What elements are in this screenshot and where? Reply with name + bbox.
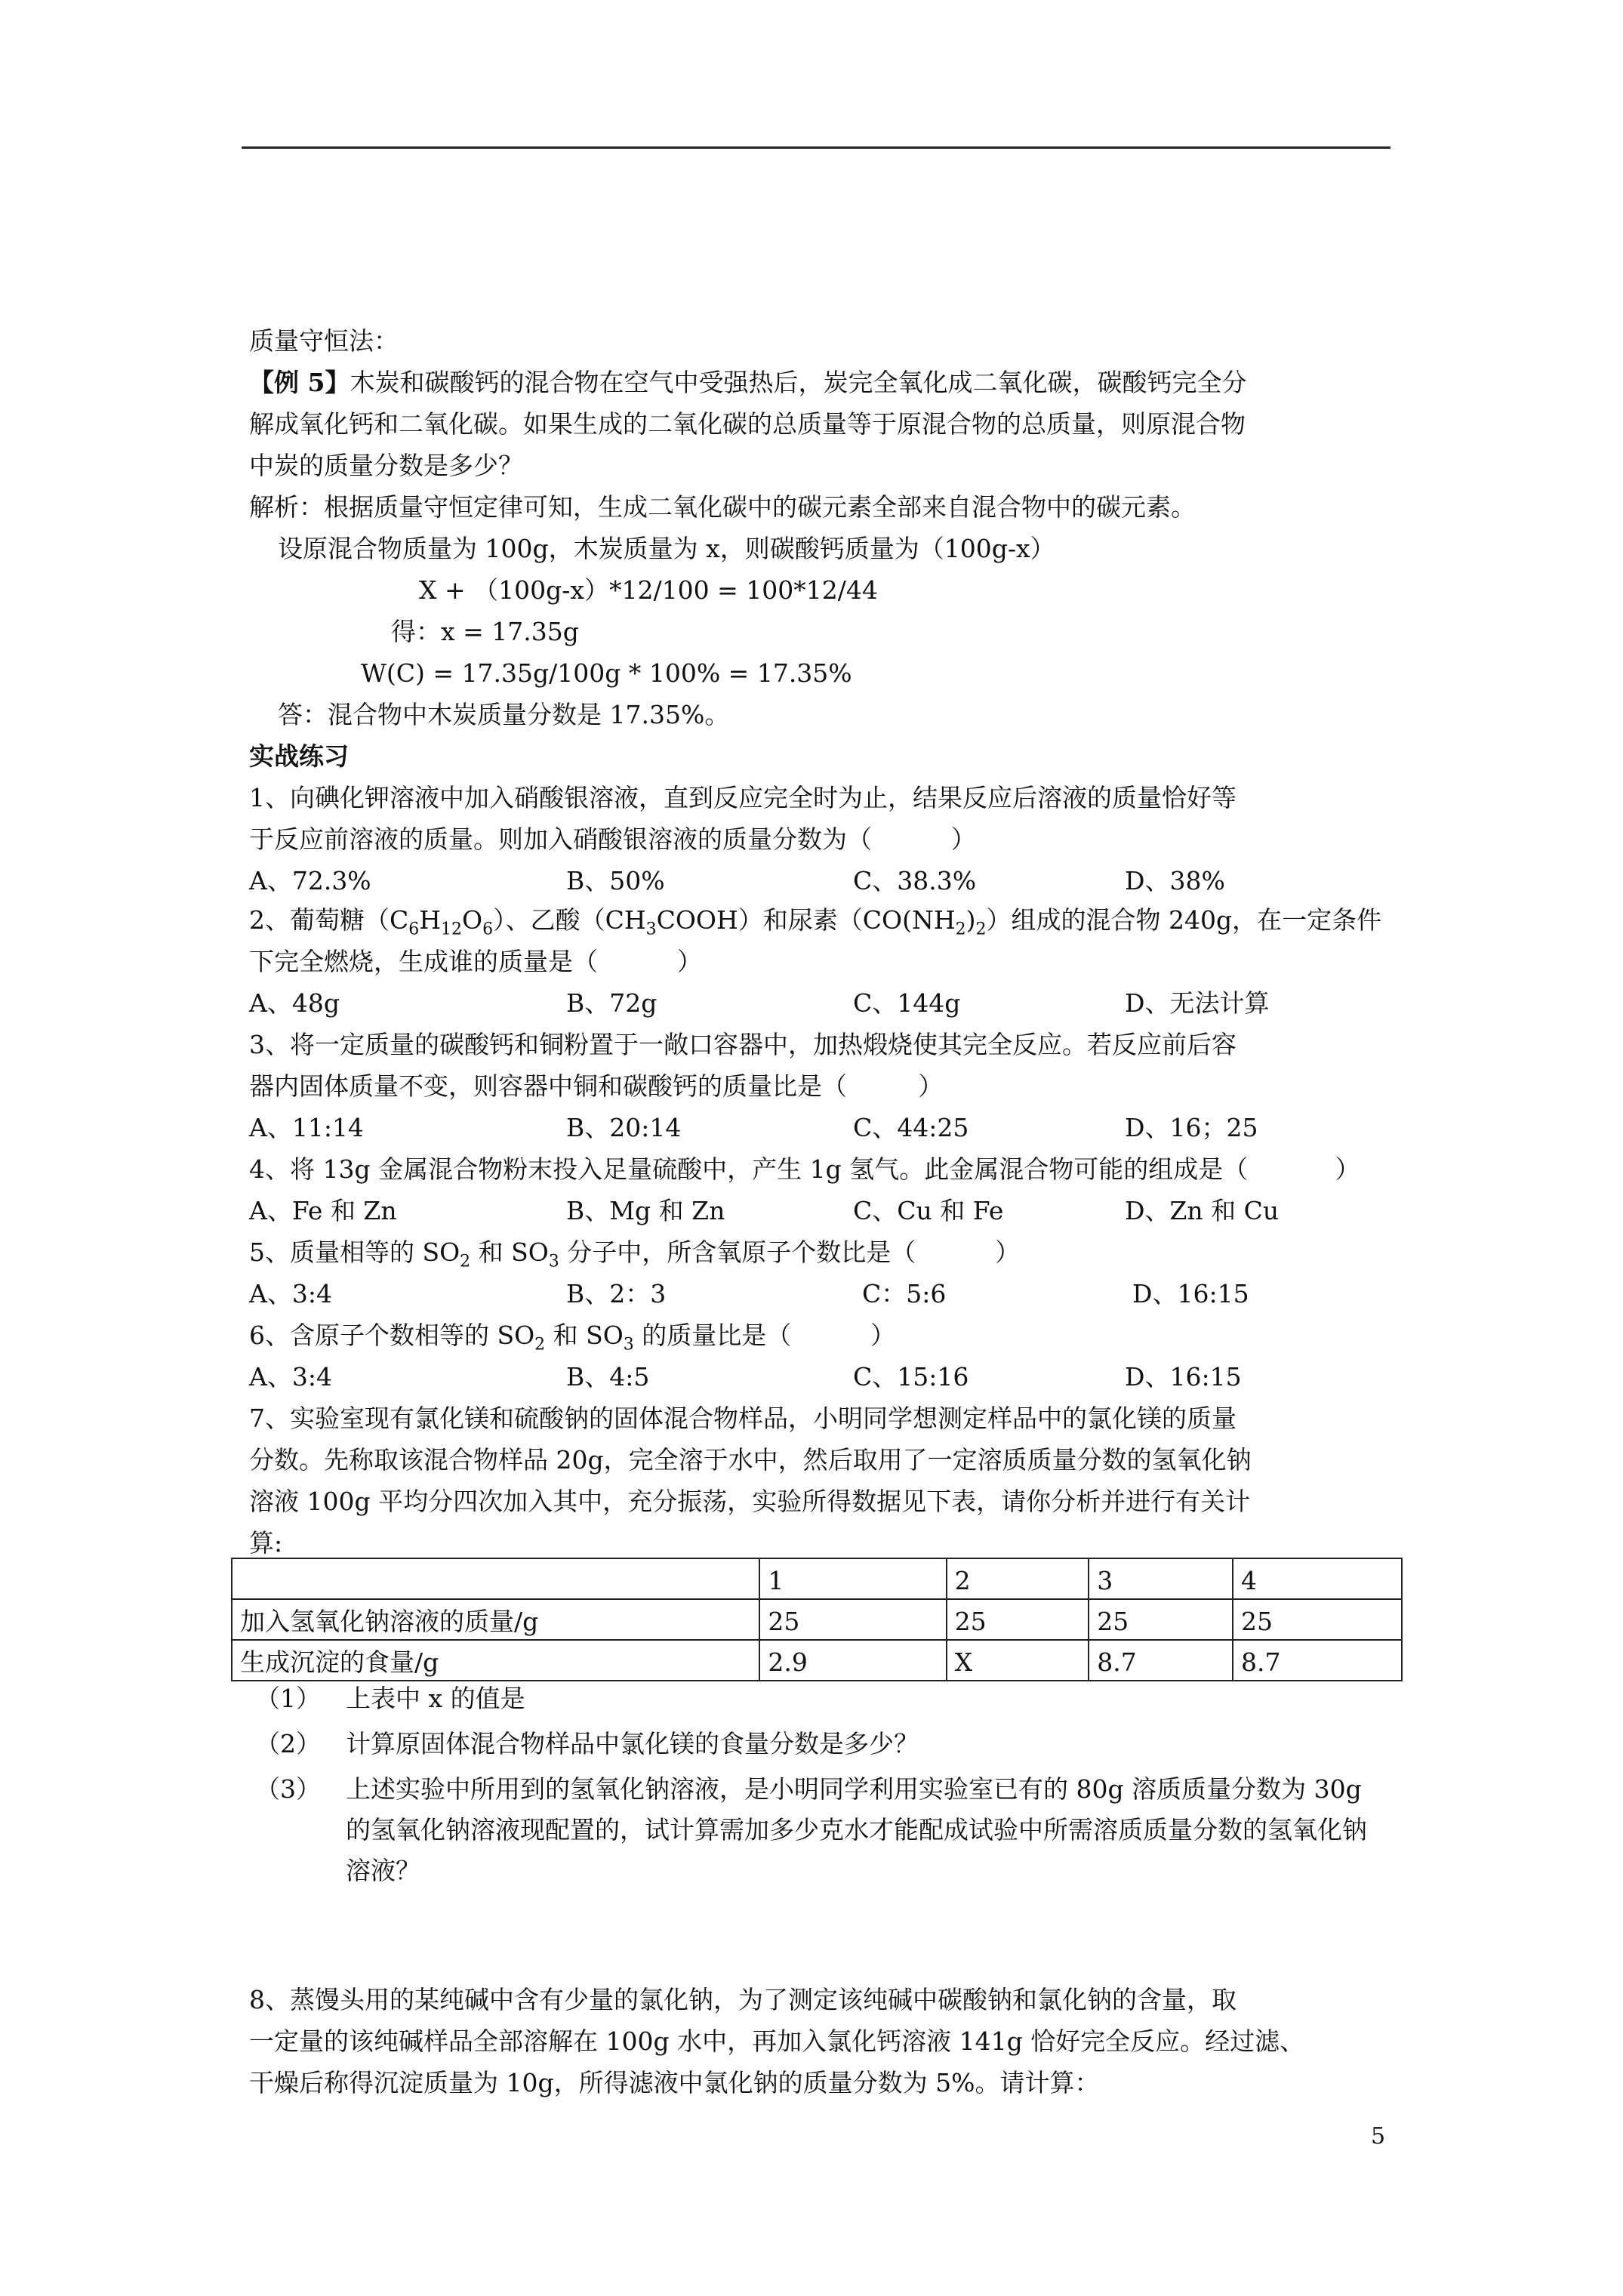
q4-option-d: D、Zn 和 Cu: [1125, 1196, 1280, 1225]
q1-option-c: C、38.3%: [853, 866, 977, 895]
q4-line1: 4、将 13g 金属混合物粉末投入足量硫酸中，产生 1g 氢气。此金属混合物可能的组成是（ ）: [249, 1154, 1360, 1184]
q7-line3: 溶液 100g 平均分四次加入其中，充分振荡，实验所得数据见下表，请你分析并进行有关计: [249, 1487, 1251, 1516]
section-title: 质量守恒法：: [249, 326, 399, 356]
q5-line1: 5、质量相等的 $SO_2$ 和 $SO_3$ 分子中，所含氧原子个数比是（ ）: [249, 1237, 1021, 1271]
q4-option-b: B、Mg 和 Zn: [566, 1196, 725, 1225]
q4-option-c: C、Cu 和 Fe: [853, 1196, 1004, 1225]
q1-option-a: A、72.3%: [249, 866, 371, 895]
table-cell: 25: [759, 1599, 946, 1640]
q4-option-a: A、Fe 和 Zn: [249, 1196, 397, 1225]
q7-line1: 7、实验室现有氯化镁和硫酸钠的固体混合物样品，小明同学想测定样品中的氯化镁的质量: [249, 1404, 1236, 1433]
q7-sub2-number: （2）: [255, 1729, 321, 1758]
table-cell: 25: [1089, 1599, 1233, 1640]
table-cell: 2.9: [759, 1640, 946, 1681]
q3-option-c: C、44:25: [853, 1113, 969, 1142]
q2-option-a: A、48g: [249, 988, 340, 1018]
header-rule: [242, 146, 1390, 149]
q5-option-b: B、2：3: [566, 1279, 667, 1308]
q1-options: [249, 864, 1366, 898]
q6-option-b: B、4:5: [566, 1362, 650, 1391]
q2-option-c: C、144g: [853, 988, 961, 1018]
q7-data-table: [231, 1558, 1403, 1681]
q8-line1: 8、蒸馒头用的某纯碱中含有少量的氯化钠，为了测定该纯碱中碳酸钠和氯化钠的含量，取: [249, 1985, 1236, 2014]
q7-sub3-text: 上述实验中所用到的氢氧化钠溶液，是小明同学利用实验室已有的 80g 溶质质量分数为 30g 的氢氧化钠溶液现配置的，试计算需加多少克水才能配成试验中所需溶质质量分数的氢氧化钠溶液？: [346, 1774, 1367, 1885]
q6-option-a: A、3:4: [249, 1362, 332, 1391]
q7-sub1-text: 上表中 x 的值是: [346, 1684, 525, 1713]
q1-line2: 于反应前溶液的质量。则加入硝酸银溶液的质量分数为（ ）: [249, 824, 976, 854]
table-cell: X: [947, 1640, 1089, 1681]
q1-option-b: B、50%: [566, 866, 665, 895]
example5-line3: 中炭的质量分数是多少？: [249, 451, 523, 480]
q5-options: [249, 1277, 1366, 1311]
example5-analysis: 解析：根据质量守恒定律可知，生成二氧化碳中的碳元素全部来自混合物中的碳元素。: [249, 492, 1196, 522]
q2-options: [249, 987, 1366, 1020]
table-row: [232, 1599, 1402, 1640]
q1-option-d: D、38%: [1125, 866, 1225, 895]
example5-line1: 【例 5】木炭和碳酸钙的混合物在空气中受强热后，炭完全氧化成二氧化碳，碳酸钙完全分: [249, 368, 1247, 397]
q8-line2: 一定量的该纯碱样品全部溶解在 100g 水中，再加入氯化钙溶液 141g 恰好完全反应。经过滤、: [249, 2026, 1305, 2056]
example5-answer: 答：混合物中木炭质量分数是 17.35%。: [278, 700, 730, 729]
q7-line4: 算:: [249, 1528, 283, 1558]
q3-option-b: B、20:14: [566, 1113, 682, 1142]
q5-option-c: C：5:6: [862, 1279, 947, 1308]
q3-options: [249, 1111, 1366, 1145]
example-tag: 【例 5】: [249, 368, 350, 397]
q2-line1: 2、葡萄糖$(C_6H_{12}O_6)$、乙酸$(CH_3COOH)$和尿素$(CO(NH_2)_2)$组成的混合物 240g，在一定条件: [249, 905, 1382, 939]
table-cell: 8.7: [1089, 1640, 1233, 1681]
q2-line2: 下完全燃烧，生成谁的质量是（ ）: [249, 947, 702, 976]
q5-option-a: A、3:4: [249, 1279, 332, 1308]
q6-line1: 6、含原子个数相等的 $SO_2$ 和 $SO_3$ 的质量比是（ ）: [249, 1321, 896, 1354]
table-cell: 8.7: [1233, 1640, 1402, 1681]
example5-eq2: 得：x = 17.35g: [391, 617, 579, 646]
q3-option-a: A、11:14: [249, 1113, 364, 1142]
example5-eq1: X + （100g-x）*12/100 = 100*12/44: [419, 575, 878, 605]
table-cell: 2: [947, 1558, 1089, 1599]
q4-options: [249, 1194, 1366, 1228]
q6-options: [249, 1361, 1366, 1394]
example5-assume: 设原混合物质量为 100g，木炭质量为 x，则碳酸钙质量为（100g-x）: [278, 534, 1055, 563]
q3-line2: 器内固体质量不变，则容器中铜和碳酸钙的质量比是（ ）: [249, 1071, 944, 1101]
example5-eq3: W(C) = 17.35g/100g * 100% = 17.35%: [361, 658, 852, 688]
table-cell: 25: [1233, 1599, 1402, 1640]
q7-line2: 分数。先称取该混合物样品 20g，完全溶于水中，然后取用了一定溶质质量分数的氢氧化钠: [249, 1445, 1252, 1475]
table-cell: 3: [1089, 1558, 1233, 1599]
q2-option-d: D、无法计算: [1125, 988, 1270, 1018]
q3-option-d: D、16；25: [1125, 1113, 1258, 1142]
table-header-row: [232, 1558, 1402, 1599]
table-cell: 1: [759, 1558, 946, 1599]
table-row: [232, 1640, 1402, 1681]
table-cell: 25: [947, 1599, 1089, 1640]
table-cell: 加入氢氧化钠溶液的质量/g: [232, 1599, 759, 1640]
q6-option-c: C、15:16: [853, 1362, 969, 1391]
q7-sub2-text: 计算原固体混合物样品中氯化镁的食量分数是多少？: [346, 1729, 919, 1758]
q2-option-b: B、72g: [566, 988, 658, 1018]
q5-option-d: D、16:15: [1132, 1279, 1249, 1308]
table-cell: 4: [1233, 1558, 1402, 1599]
q7-sub3-number: （3）: [255, 1774, 321, 1804]
example5-line2: 解成氧化钙和二氧化碳。如果生成的二氧化碳的总质量等于原混合物的总质量，则原混合物: [249, 409, 1246, 439]
table-cell: 生成沉淀的食量/g: [232, 1640, 759, 1681]
q8-line3: 干燥后称得沉淀质量为 10g，所得滤液中氯化钠的质量分数为 5%。请计算：: [249, 2068, 1100, 2097]
q7-sub1-number: （1）: [255, 1684, 321, 1713]
page-number: 5: [1371, 2123, 1386, 2150]
table-cell: [232, 1558, 759, 1599]
q3-line1: 3、将一定质量的碳酸钙和铜粉置于一敞口容器中，加热煅烧使其完全反应。若反应前后容: [249, 1030, 1236, 1059]
q6-option-d: D、16:15: [1125, 1362, 1242, 1391]
practice-title: 实战练习: [249, 741, 349, 771]
q1-line1: 1、向碘化钾溶液中加入硝酸银溶液，直到反应完全时为止，结果反应后溶液的质量恰好等: [249, 783, 1236, 812]
